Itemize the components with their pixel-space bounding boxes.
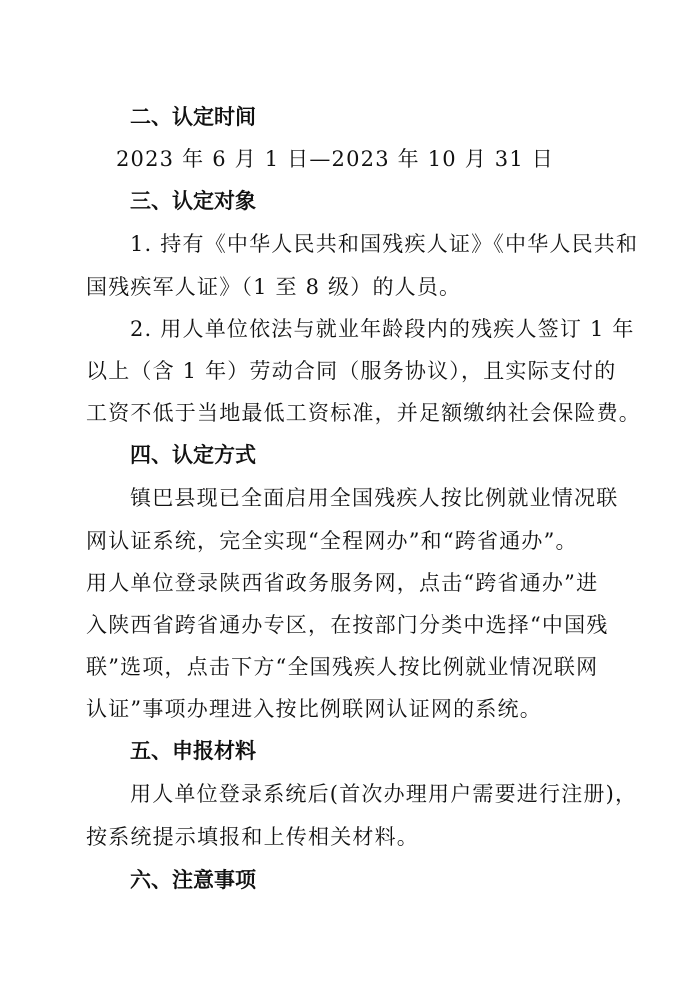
paragraph-line: 按系统提示填报和上传相关材料。 [86, 825, 419, 849]
paragraph-line: 用人单位登录系统后(首次办理用户需要进行注册)， [130, 782, 638, 806]
section-heading-materials: 五、申报材料 [130, 739, 256, 763]
paragraph-line: 用人单位登录陕西省政务服务网，点击“跨省通办”进 [86, 571, 599, 595]
section-heading-target: 三、认定对象 [130, 189, 256, 213]
paragraph-line: 认证”事项办理进入按比例联网认证网的系统。 [86, 697, 542, 721]
paragraph-line: 镇巴县现已全面启用全国残疾人按比例就业情况联 [130, 486, 619, 510]
paragraph-line: 入陕西省跨省通办专区，在按部门分类中选择“中国残 [86, 613, 609, 637]
paragraph-line: 2. 用人单位依法与就业年龄段内的残疾人签订 1 年 [130, 317, 635, 341]
paragraph-line: 以上（含 1 年）劳动合同（服务协议），且实际支付的 [86, 359, 617, 383]
paragraph-line: 联”选项，点击下方“全国残疾人按比例就业情况联网 [86, 655, 599, 679]
section-heading-notes: 六、注意事项 [130, 868, 256, 892]
paragraph-line: 工资不低于当地最低工资标准，并足额缴纳社会保险费。 [86, 401, 641, 425]
paragraph-line: 1. 持有《中华人民共和国残疾人证》《中华人民共和 [130, 232, 639, 256]
paragraph-line: 国残疾军人证》（1 至 8 级）的人员。 [86, 275, 462, 299]
paragraph-line: 网认证系统，完全实现“全程网办”和“跨省通办”。 [86, 529, 578, 553]
section-heading-time: 二、认定时间 [130, 105, 256, 129]
section-heading-method: 四、认定方式 [130, 443, 256, 467]
paragraph-line: 2023 年 6 月 1 日—2023 年 10 月 31 日 [116, 147, 555, 171]
